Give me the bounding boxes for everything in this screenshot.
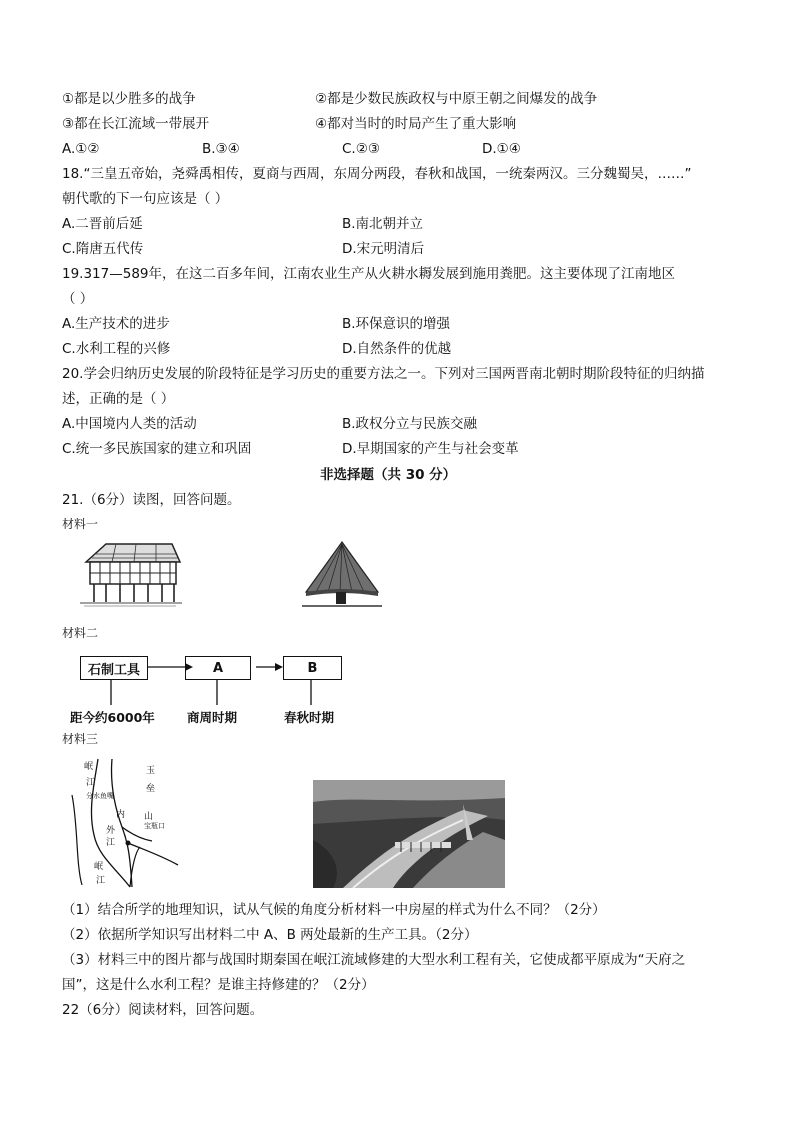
dujiangyan-map — [70, 755, 185, 890]
material1-label: 材料一 — [62, 517, 99, 531]
map-label-jiang-outer: 江 — [106, 838, 116, 848]
q18-stem-line2: 朝代歌的下一句应该是（ ） — [62, 191, 229, 207]
q19-stem-line2: （ ） — [62, 291, 94, 307]
q17-option-b: B.③④ — [202, 141, 240, 157]
map-label-baoping-kou: 宝瓶口 — [144, 822, 165, 830]
map-label-lei: 垒 — [146, 784, 156, 794]
section-title: 非选择题（共 30 分） — [320, 467, 457, 483]
q17-statement-1: ①都是以少胜多的战争 — [62, 91, 196, 107]
q21-stem: 21.（6分）读图，回答问题。 — [62, 492, 241, 508]
flow-box-a-label: A — [212, 660, 224, 676]
map-label-nei: 内 — [116, 810, 126, 820]
q20-option-b: B.政权分立与民族交融 — [342, 416, 478, 432]
q17-statement-4: ④都对当时的时局产生了重大影响 — [315, 116, 517, 132]
map-label-jiang: 江 — [86, 778, 96, 788]
flow-label-shang-zhou: 商周时期 — [187, 710, 238, 725]
q21-sub1: （1）结合所学的地理知识，试从气候的角度分析材料一中房屋的样式为什么不同？（2分） — [62, 902, 606, 918]
map-label-fenshui-yuzui: 分水鱼嘴 — [86, 792, 114, 800]
map-label-shan: 山 — [144, 812, 154, 822]
material2-label: 材料二 — [62, 626, 99, 640]
q17-statement-2: ②都是少数民族政权与中原王朝之间爆发的战争 — [315, 91, 598, 107]
flow-box-a — [185, 656, 251, 680]
map-label-min-lower: 岷 — [94, 862, 104, 872]
flow-label-spring-autumn: 春秋时期 — [284, 710, 335, 725]
q22-stem: 22（6分）阅读材料，回答问题。 — [62, 1002, 264, 1018]
q19-stem-line1: 19.317—589年，在这二百多年间，江南农业生产从火耕水耨发展到施用粪肥。这主要体现了江南地区 — [62, 266, 676, 282]
flow-box-stone-tools-label: 石制工具 — [87, 662, 140, 678]
q19-option-b: B.环保意识的增强 — [342, 316, 451, 332]
q21-sub3-line1: （3）材料三中的图片都与战国时期秦国在岷江流域修建的大型水利工程有关，它使成都平原成为“天府之 — [62, 952, 686, 968]
q18-option-a: A.二晋前后延 — [62, 216, 143, 232]
stilt-house-image — [76, 540, 186, 608]
q19-option-d: D.自然条件的优越 — [342, 341, 452, 357]
q17-option-a: A.①② — [62, 141, 100, 157]
q17-statement-3: ③都在长江流域一带展开 — [62, 116, 210, 132]
q18-option-d: D.宋元明清后 — [342, 241, 425, 257]
map-label-wai: 外 — [106, 826, 116, 836]
q17-option-c: C.②③ — [342, 141, 380, 157]
map-label-min: 岷 — [84, 762, 94, 772]
q21-sub3-line2: 国”，这是什么水利工程？是谁主持修建的？（2分） — [62, 977, 375, 993]
q20-stem-line1: 20.学会归纳历史发展的阶段特征是学习历史的重要方法之一。下列对三国两晋南北朝时期阶段特征的归纳描 — [62, 366, 705, 382]
flow-label-6000-years: 距今约6000年 — [70, 710, 155, 725]
q19-option-c: C.水利工程的兴修 — [62, 341, 171, 357]
q20-option-d: D.早期国家的产生与社会变革 — [342, 441, 519, 457]
q20-option-a: A.中国境内人类的活动 — [62, 416, 197, 432]
map-label-jiang-lower: 江 — [96, 876, 106, 886]
q18-option-c: C.隋唐五代传 — [62, 241, 144, 257]
flow-box-b — [283, 656, 342, 680]
q20-option-c: C.统一多民族国家的建立和巩固 — [62, 441, 252, 457]
q18-stem-line1: 18.“三皇五帝始，尧舜禹相传，夏商与西周，东周分两段，春秋和战国，一统秦两汉。三分魏蜀吴，……” — [62, 166, 692, 182]
q19-option-a: A.生产技术的进步 — [62, 316, 170, 332]
map-label-yu: 玉 — [146, 766, 156, 776]
q18-option-b: B.南北朝并立 — [342, 216, 424, 232]
thatched-hut-image — [302, 540, 382, 610]
q20-stem-line2: 述，正确的是（ ） — [62, 391, 175, 407]
q17-option-d: D.①④ — [482, 141, 521, 157]
flow-box-stone-tools — [80, 656, 148, 680]
material3-label: 材料三 — [62, 732, 99, 746]
dujiangyan-photo — [313, 780, 505, 888]
flow-box-b-label: B — [307, 660, 318, 676]
q21-sub2: （2）依据所学知识写出材料二中 A、B 两处最新的生产工具。（2分） — [62, 927, 478, 943]
